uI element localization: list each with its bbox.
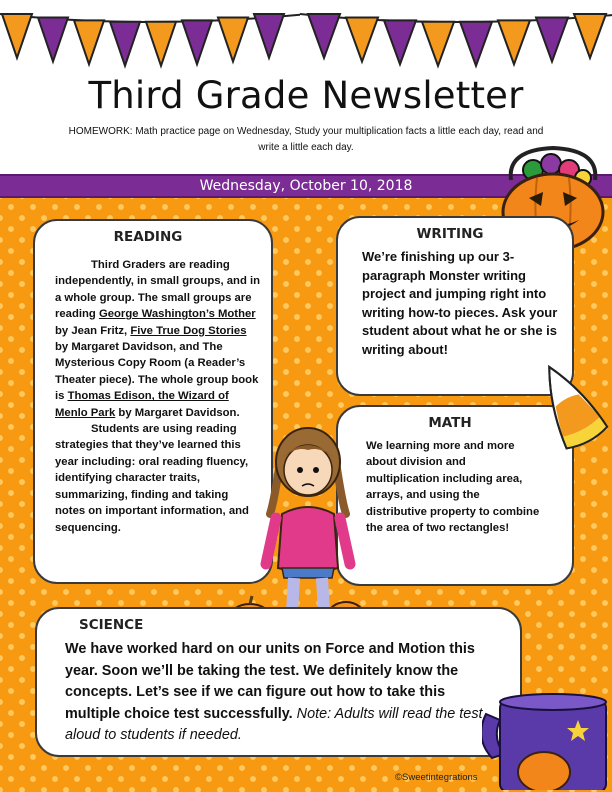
newsletter-date: Wednesday, October 10, 2018 bbox=[199, 178, 413, 194]
bunting-flag bbox=[498, 20, 530, 64]
bunting-flag bbox=[384, 20, 416, 64]
science-heading: SCIENCE bbox=[79, 617, 144, 633]
bunting-flag bbox=[38, 18, 68, 62]
bunting-flag bbox=[218, 18, 248, 62]
reading-panel bbox=[33, 219, 273, 584]
mug-image bbox=[482, 690, 612, 790]
math-heading: MATH bbox=[428, 415, 472, 431]
bunting-flag bbox=[422, 22, 454, 66]
homework-note: HOMEWORK: Math practice page on Wednesday, Study your multiplication facts a little each day, read and write a little each day. bbox=[68, 126, 544, 153]
bunting-flag bbox=[536, 18, 568, 62]
newsletter-title: Third Grade Newsletter bbox=[88, 74, 524, 117]
bunting-flag bbox=[254, 14, 284, 58]
bunting-flag bbox=[460, 22, 492, 66]
bunting-left-decoration bbox=[0, 0, 300, 80]
math-body: We learning more and more about division and multiplication including area, arrays, and using the distributive property to combine the area of two rectangles! bbox=[366, 440, 540, 535]
bunting-flag bbox=[74, 20, 104, 64]
science-note: Note: Adults will read the test aloud to students if needed. bbox=[65, 705, 483, 743]
reading-body bbox=[35, 245, 271, 536]
science-panel bbox=[35, 607, 522, 757]
bunting-flag bbox=[2, 14, 32, 58]
reading-paragraph-2: Students are using reading strategies that they’ve learned this year including: oral reading fluency, identifying character traits, summarizing, finding and taking notes on important information, and sequencing. bbox=[55, 423, 249, 534]
candy-corn-image bbox=[528, 358, 610, 450]
copyright-credit: ©Sweetintegrations bbox=[395, 772, 478, 783]
bunting-flag bbox=[574, 14, 606, 58]
reading-paragraph-1: Third Graders are reading independently, in small groups, and in a whole group. The small groups are reading George Washington’s Mother by Jean Fritz, Five True Dog Stories by Margaret Davidson, and The Mysterious Copy Room (a Reader’s Theater piece). The whole group book is Thomas Edison, the Wizard of Menlo Park by Margaret Davidson. bbox=[55, 259, 261, 419]
writing-body: We’re finishing up our 3-paragraph Monster writing project and jumping right into writing how-to pieces. Ask your student about what he or she is writing about! bbox=[362, 249, 558, 357]
bunting-flag bbox=[308, 14, 340, 58]
bunting-flag bbox=[182, 20, 212, 64]
writing-heading: WRITING bbox=[416, 226, 484, 242]
reading-heading: READING bbox=[113, 229, 183, 245]
science-body: We have worked hard on our units on Force and Motion this year. Soon we’ll be taking the test. We definitely know the concepts. Let’s see if we can figure out how to take this multiple choice test successfully. Note: Adults will read the test aloud to students if needed. bbox=[65, 641, 483, 743]
book-title-george-washington: George Washington’s Mother bbox=[98, 308, 256, 321]
bunting-right-decoration bbox=[300, 0, 612, 80]
book-title-five-true-dog-stories: Five True Dog Stories bbox=[130, 324, 247, 337]
bunting-flag bbox=[146, 22, 176, 66]
bunting-flag bbox=[110, 22, 140, 66]
bunting-flag bbox=[346, 18, 378, 62]
book-title-thomas-edison: Thomas Edison, the Wizard of Menlo Park bbox=[55, 390, 229, 419]
